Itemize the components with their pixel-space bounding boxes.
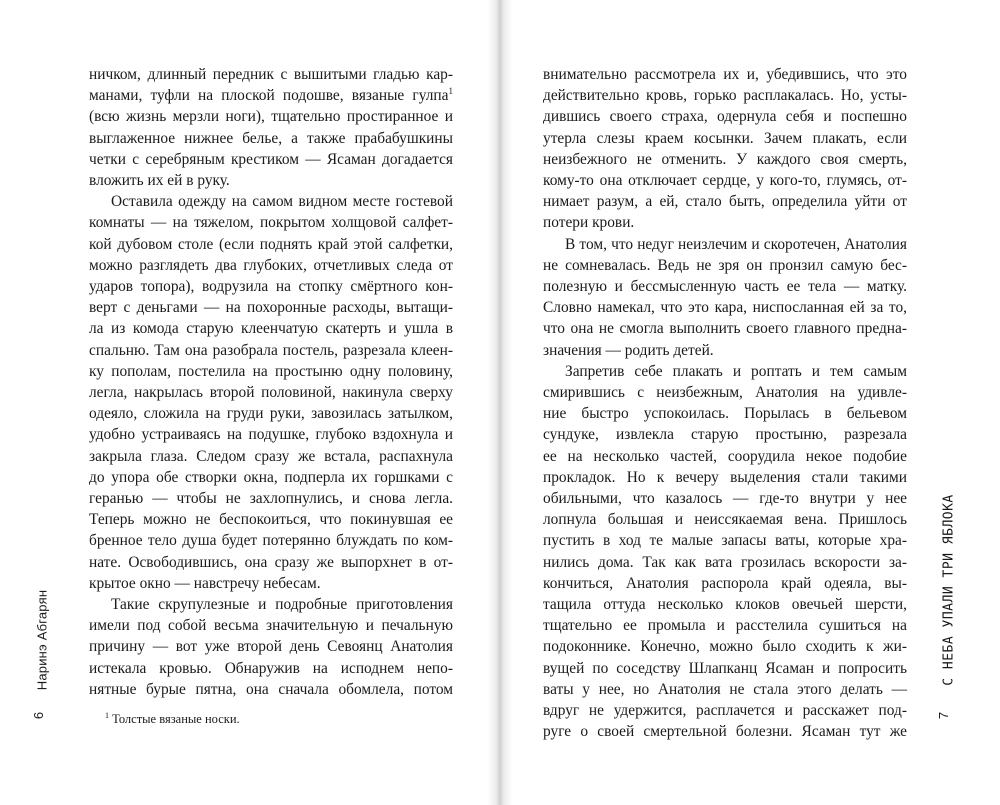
running-head-left: [32, 0, 52, 805]
text-line: неизбежного не отменить. У каждого своя смерть,: [543, 150, 907, 168]
text-line: прокладок. Но к вечеру выделения стали такими: [543, 468, 907, 486]
text-line: тащила оттуда несколько клоков овечьей шерсти,: [543, 596, 907, 614]
footnote-text: Толстые вязаные носки.: [112, 712, 240, 726]
text-line: манами, туфли на плоской подошве, вязаные гулпа$^1$: [89, 86, 453, 105]
text-line: ку пополам, постелила на простыню одну половину,: [89, 362, 453, 380]
text-line: вложить их ей в руку.: [89, 172, 230, 190]
text-line: верт с деньгами — на похоронные расходы, вытащи-: [89, 299, 453, 317]
text-line: дившись своего страха, одернула себя и поспешно: [543, 108, 907, 126]
text-line: кончиться, Анатолия распорола край одеяла, вы-: [543, 574, 907, 592]
text-line: ние быстро успокоилась. Порылась в бельевом: [543, 405, 907, 423]
text-line: геранью — чтобы не захлопнулись, и снова легла.: [89, 490, 453, 508]
text-line: вдруг не удержится, расплачется и расскажет под-: [543, 702, 907, 720]
text-line: имели под собой весьма значительную и печальную: [89, 617, 453, 635]
text-line: Словно намекал, что это кара, ниспосланная ей за то,: [543, 299, 907, 317]
text-line: ваты у нее, но Анатолия не стала этого делать —: [543, 680, 907, 698]
text-line: нились дома. Так как вата грозилась вскорости за-: [543, 553, 907, 571]
text-line: крытое окно — навстречу небесам.: [89, 574, 321, 592]
text-line: ударов топора), водрузила на стопку смёртного кон-: [89, 278, 453, 296]
text-line: удобно устраиваясь на подушке, глубоко вздохнула и: [89, 426, 453, 444]
text-line: нятные бурые пятна, она сначала обомлела, потом: [89, 680, 453, 698]
text-line: смирившись с неизбежным, Анатолия на удивле-: [543, 384, 907, 402]
text-line: значения — родить детей.: [543, 341, 714, 359]
text-line: не сомневалась. Ведь не зря он пронзил самую бес-: [543, 256, 907, 274]
text-line: спальню. Там она разобрала постель, разрезала клеен-: [89, 341, 453, 359]
text-line: истекала кровью. Обнаружив на исподнем непо-: [89, 659, 453, 677]
text-line: ее на несколько частей, соорудила некое подобие: [543, 447, 907, 465]
text-line: тщательно ее промыла и расстелила сушиться на: [543, 617, 907, 635]
book-gutter: [487, 0, 513, 805]
text-line: можно разглядеть два глубоких, отчетливых следа от: [89, 256, 453, 274]
text-line: сундуке, извлекла старую простыню, разрезала: [543, 426, 907, 444]
text-line: до упора обе створки окна, подперла их горшками с: [89, 468, 453, 486]
text-line: одеяло, сложила на груди руки, завозилась затылком,: [89, 405, 453, 423]
text-line: выглаженное нижнее белье, а также прабабушкины: [89, 129, 453, 147]
text-line: комнаты — на тяжелом, покрытом холщовой салфет-: [89, 214, 453, 232]
book-title: С НЕБА УПАЛИ ТРИ ЯБЛОКА: [941, 494, 957, 686]
text-line: Оставила одежду на самом видном месте гостевой: [111, 193, 453, 211]
text-line: пустить в ход те малые запасы ваты, которые хра-: [543, 532, 907, 550]
text-line: (всю жизнь мерзли ноги), тщательно простиранное и: [89, 108, 453, 126]
text-line: В том, что недуг неизлечим и скоротечен, Анатолия: [565, 235, 907, 253]
text-line: четки с серебряным крестиком — Ясаман догадается: [89, 150, 453, 168]
text-line: внимательно рассмотрела их и, убедившись, что это: [543, 66, 907, 83]
text-line: закрыла глаза. Следом сразу же встала, распахнула: [89, 447, 453, 465]
text-line: Такие скрупулезные и подробные приготовления: [111, 596, 453, 614]
text-line: подоконнике. Конечно, можно было сходить к жи-: [543, 638, 907, 656]
text-line: кой дубовом столе (если поднять край этой салфетки,: [89, 235, 453, 253]
author-name: Наринэ Абгарян: [34, 589, 50, 691]
text-line: бренное тело душа будет потерянно блуждать по ком-: [89, 532, 453, 550]
text-line: ничком, длинный передник с вышитыми гладью кар-: [89, 66, 453, 83]
page-number-left: 6: [31, 711, 47, 720]
footnote: [105, 711, 240, 727]
text-line: причину — вот уже второй день Севоянц Анатолия: [89, 638, 453, 656]
text-line: утерла слезы краем косынки. Зачем плакать, если: [543, 129, 907, 147]
text-line: кому-то она отключает сердце, у кого-то, глумясь, от-: [543, 172, 907, 190]
text-line: потери крови.: [543, 214, 635, 232]
text-line: действительно кровь, горько расплакалась. Но, усты-: [543, 87, 907, 105]
running-head-right: [937, 0, 961, 805]
page-number-right: 7: [936, 711, 952, 720]
left-page-text: [89, 64, 453, 700]
right-page-text: [543, 64, 907, 743]
footnote-reference: 1: [448, 86, 453, 97]
text-line: руге о своей смертельной болезни. Ясаман тут же: [543, 723, 907, 741]
text-line: Запретив себе плакать и роптать и тем самым: [565, 362, 907, 380]
text-line: полезную и бессмысленную часть ее тела — матку.: [543, 278, 907, 296]
right-page: [503, 0, 1000, 805]
text-line: что она не смогла выполнить своего главного предна-: [543, 320, 907, 338]
text-line: лопнула большая и неиссякаемая вена. Пришлось: [543, 511, 907, 529]
text-line: Теперь можно не беспокоиться, что покинувшая ее: [89, 511, 453, 529]
text-line: обильными, что казалось — где-то внутри у нее: [543, 490, 907, 508]
left-page: [0, 0, 497, 805]
text-line: легла, накрылась второй половиной, накинула сверху: [89, 384, 453, 402]
text-line: нимает разум, а ей, стало быть, определила уйти от: [543, 193, 907, 211]
text-line: нате. Освободившись, она сразу же выпорхнет в от-: [89, 553, 453, 571]
text-line: вущей по соседству Шлапканц Ясаман и попросить: [543, 659, 907, 677]
text-line: ла из комода старую клеенчатую скатерть и ушла в: [89, 320, 453, 338]
footnote-mark: 1: [105, 711, 109, 720]
